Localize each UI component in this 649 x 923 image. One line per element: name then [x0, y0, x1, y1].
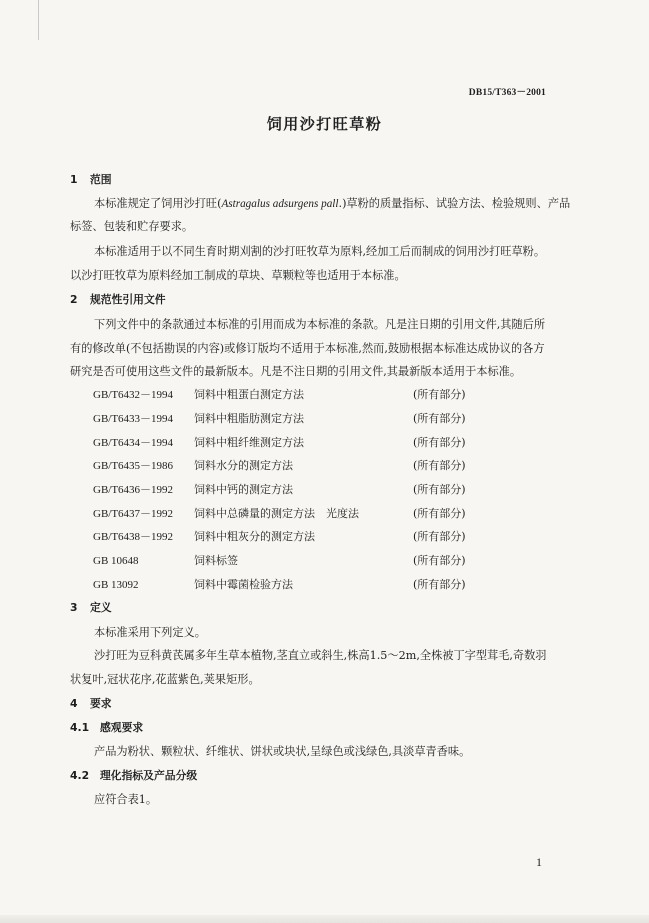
section-2-number: 2	[70, 293, 78, 306]
latin-name: Astragalus adsurgens pall	[221, 198, 339, 210]
section-1-title: 范围	[90, 173, 112, 186]
reference-scope: (所有部分)	[413, 554, 466, 567]
standard-code: DB15/T363－2001	[468, 88, 546, 98]
reference-name: 饲料水分的测定方法	[194, 459, 293, 472]
reference-name: 饲料标签	[194, 554, 238, 567]
section-4-2-para: 应符合表1。	[94, 793, 158, 806]
reference-row	[93, 436, 513, 450]
reference-name: 饲料中粗脂肪测定方法	[194, 412, 304, 425]
section-3-title: 定义	[90, 601, 112, 614]
section-4-title: 要求	[90, 697, 112, 710]
section-4-1-number: 4.1	[70, 721, 90, 734]
reference-code: GB/T6435－1986	[93, 460, 174, 472]
section-1-para-2-line-2: 以沙打旺牧草为原料经加工制成的草块、草颗粒等也适用于本标准。	[70, 269, 406, 282]
reference-code: GB/T6433－1994	[93, 413, 174, 425]
scope-text-pre: 本标准规定了饲用沙打旺(	[94, 197, 222, 210]
section-4-number: 4	[70, 697, 78, 710]
reference-scope: (所有部分)	[413, 483, 466, 496]
reference-row	[93, 578, 513, 592]
reference-name: 饲料中粗蛋白测定方法	[194, 388, 304, 401]
reference-scope: (所有部分)	[413, 436, 466, 449]
reference-row	[93, 530, 513, 544]
section-1-para-1-line-1	[70, 197, 580, 211]
section-1-number: 1	[70, 173, 78, 186]
section-4-2-heading	[70, 769, 197, 783]
reference-scope: (所有部分)	[413, 507, 466, 520]
section-3-number: 3	[70, 601, 78, 614]
section-1-para-1-line-2: 标签、包装和贮存要求。	[70, 220, 194, 233]
section-1-para-2-line-1: 本标准适用于以不同生育时期刈割的沙打旺牧草为原料,经加工后而制成的饲用沙打旺草粉。	[94, 245, 546, 258]
scan-bottom-edge	[0, 915, 649, 923]
section-4-1-para: 产品为粉状、颗粒状、纤维状、饼状或块状,呈绿色或浅绿色,具淡草青香味。	[94, 745, 471, 758]
section-4-1-title: 感观要求	[100, 721, 144, 734]
section-4-2-number: 4.2	[70, 769, 90, 782]
reference-row	[93, 483, 513, 497]
section-1-heading	[70, 173, 112, 187]
scan-margin-mark	[38, 0, 39, 40]
section-2-heading	[70, 293, 166, 307]
reference-name: 饲料中霉菌检验方法	[194, 578, 293, 591]
reference-row	[93, 459, 513, 473]
reference-name: 饲料中粗纤维测定方法	[194, 436, 304, 449]
section-3-para-1: 本标准采用下列定义。	[94, 626, 206, 639]
section-4-2-title: 理化指标及产品分级	[100, 769, 198, 782]
reference-row	[93, 388, 513, 402]
reference-name: 饲料中粗灰分的测定方法	[194, 530, 315, 543]
reference-row	[93, 412, 513, 426]
reference-name: 饲料中钙的测定方法	[194, 483, 293, 496]
section-2-para-line-3: 研究是否可使用这些文件的最新版本。凡是不注日期的引用文件,其最新版本适用于本标准。	[70, 365, 522, 378]
reference-code: GB/T6438－1992	[93, 531, 174, 543]
reference-row	[93, 554, 513, 568]
page-number: 1	[536, 855, 542, 869]
section-2-title: 规范性引用文件	[90, 293, 166, 306]
section-2-para-line-1: 下列文件中的条款通过本标准的引用而成为本标准的条款。凡是注日期的引用文件,其随后所	[94, 318, 546, 331]
reference-scope: (所有部分)	[413, 578, 466, 591]
section-3-heading	[70, 601, 112, 615]
scope-text-post: .)草粉的质量指标、试验方法、检验规则、产品	[338, 197, 571, 210]
reference-code: GB/T6437－1992	[93, 508, 174, 520]
reference-scope: (所有部分)	[413, 530, 466, 543]
reference-scope: (所有部分)	[413, 459, 466, 472]
reference-code: GB/T6432－1994	[93, 389, 174, 401]
reference-code: GB 13092	[93, 579, 139, 591]
reference-code: GB 10648	[93, 555, 139, 567]
document-title: 饲用沙打旺草粉	[266, 115, 383, 133]
section-4-heading	[70, 697, 112, 711]
section-4-1-heading	[70, 721, 143, 735]
reference-code: GB/T6436－1992	[93, 484, 174, 496]
section-3-para-2-line-2: 状复叶,冠状花序,花蓝紫色,荚果矩形。	[70, 673, 260, 686]
reference-code: GB/T6434－1994	[93, 437, 174, 449]
section-3-para-2-line-1: 沙打旺为豆科黄芪属多年生草本植物,茎直立或斜生,株高1.5～2m,全株被丁字型茸毛,奇数羽	[94, 649, 547, 662]
reference-scope: (所有部分)	[413, 388, 466, 401]
reference-name: 饲料中总磷量的测定方法 光度法	[194, 507, 359, 520]
reference-row	[93, 507, 513, 521]
reference-scope: (所有部分)	[413, 412, 466, 425]
section-2-para-line-2: 有的修改单(不包括勘误的内容)或修订版均不适用于本标准,然而,鼓励根据本标准达成协议的各方	[70, 342, 545, 355]
